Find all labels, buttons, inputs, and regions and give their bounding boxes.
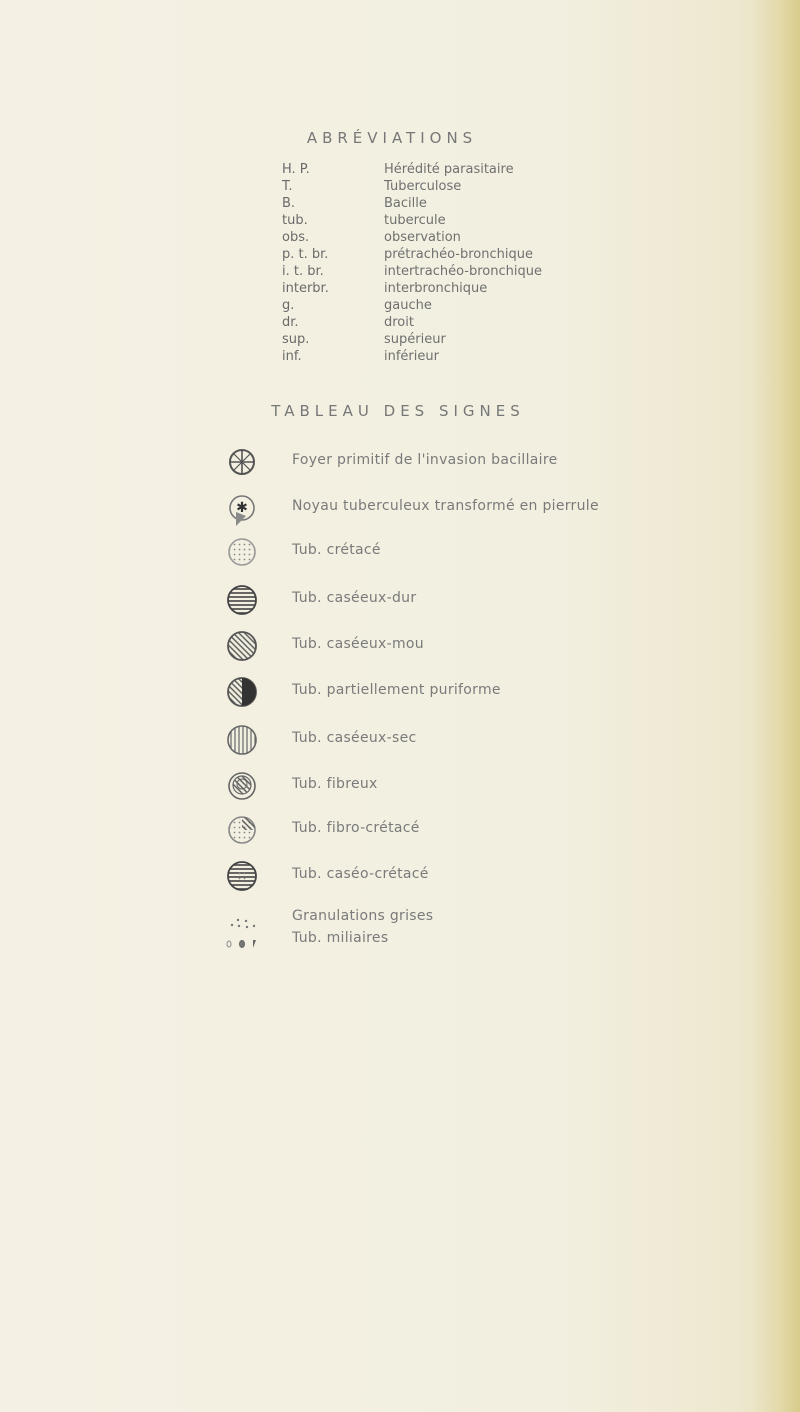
abbreviation-meaning: droit bbox=[384, 315, 414, 330]
abbreviation-meaning: intertrachéo-bronchique bbox=[384, 264, 542, 279]
horizontal-hatched-circle-icon bbox=[222, 580, 262, 620]
abbreviation-meaning: Bacille bbox=[384, 196, 427, 211]
sign-label: Tub. caséeux-dur bbox=[292, 590, 417, 606]
sign-label: Granulations grises bbox=[292, 908, 434, 924]
page-edge bbox=[752, 0, 800, 1412]
abbreviation-key: dr. bbox=[282, 315, 299, 330]
abbreviation-key: H. P. bbox=[282, 162, 310, 177]
sign-label: Tub. miliaires bbox=[292, 930, 389, 946]
sign-label: Tub. fibreux bbox=[292, 776, 378, 792]
half-filled-circle-icon bbox=[222, 672, 262, 712]
abbreviation-key: obs. bbox=[282, 230, 310, 245]
abbreviation-meaning: interbronchique bbox=[384, 281, 488, 296]
dotted-circle-icon bbox=[222, 532, 262, 572]
abbreviation-meaning: inférieur bbox=[384, 349, 439, 364]
signs-heading: TABLEAU DES SIGNES bbox=[271, 402, 525, 420]
sign-label: Noyau tuberculeux transformé en pierrule bbox=[292, 498, 599, 514]
sign-label: Tub. crétacé bbox=[292, 542, 381, 558]
abbreviation-key: T. bbox=[282, 179, 293, 194]
diagonal-hatched-circle-icon bbox=[222, 626, 262, 666]
svg-text:✱: ✱ bbox=[236, 500, 248, 516]
mixed-hatched-circle-icon bbox=[222, 856, 262, 896]
sign-label: Tub. partiellement puriforme bbox=[292, 682, 501, 698]
abbreviation-meaning: supérieur bbox=[384, 332, 446, 347]
abbreviation-meaning: tubercule bbox=[384, 213, 446, 228]
abbreviation-key: i. t. br. bbox=[282, 264, 324, 279]
abbreviation-meaning: observation bbox=[384, 230, 461, 245]
abbreviation-meaning: prétrachéo-bronchique bbox=[384, 247, 533, 262]
sign-label: Tub. caséo-crétacé bbox=[292, 866, 429, 882]
abbreviation-meaning: Tuberculose bbox=[384, 179, 462, 194]
concentric-circle-icon bbox=[222, 766, 262, 806]
abbreviations-heading: ABRÉVIATIONS bbox=[306, 129, 478, 147]
sign-label: Tub. caséeux-sec bbox=[292, 730, 417, 746]
small-marks-icon bbox=[222, 920, 262, 960]
fibro-cretace-circle-icon bbox=[222, 810, 262, 850]
abbreviation-key: B. bbox=[282, 196, 296, 211]
abbreviation-key: sup. bbox=[282, 332, 310, 347]
star-in-circle-icon bbox=[222, 488, 262, 528]
abbreviation-key: p. t. br. bbox=[282, 247, 329, 262]
abbreviation-meaning: gauche bbox=[384, 298, 432, 313]
abbreviation-key: tub. bbox=[282, 213, 308, 228]
abbreviation-key: inf. bbox=[282, 349, 302, 364]
abbreviation-key: interbr. bbox=[282, 281, 329, 296]
abbreviation-key: g. bbox=[282, 298, 295, 313]
vertical-hatched-circle-icon bbox=[222, 720, 262, 760]
quartered-circle-icon bbox=[222, 442, 262, 482]
abbreviation-meaning: Hérédité parasitaire bbox=[384, 162, 514, 177]
sign-label: Tub. caséeux-mou bbox=[292, 636, 424, 652]
sign-label: Tub. fibro-crétacé bbox=[292, 820, 420, 836]
sign-label: Foyer primitif de l'invasion bacillaire bbox=[292, 452, 558, 468]
